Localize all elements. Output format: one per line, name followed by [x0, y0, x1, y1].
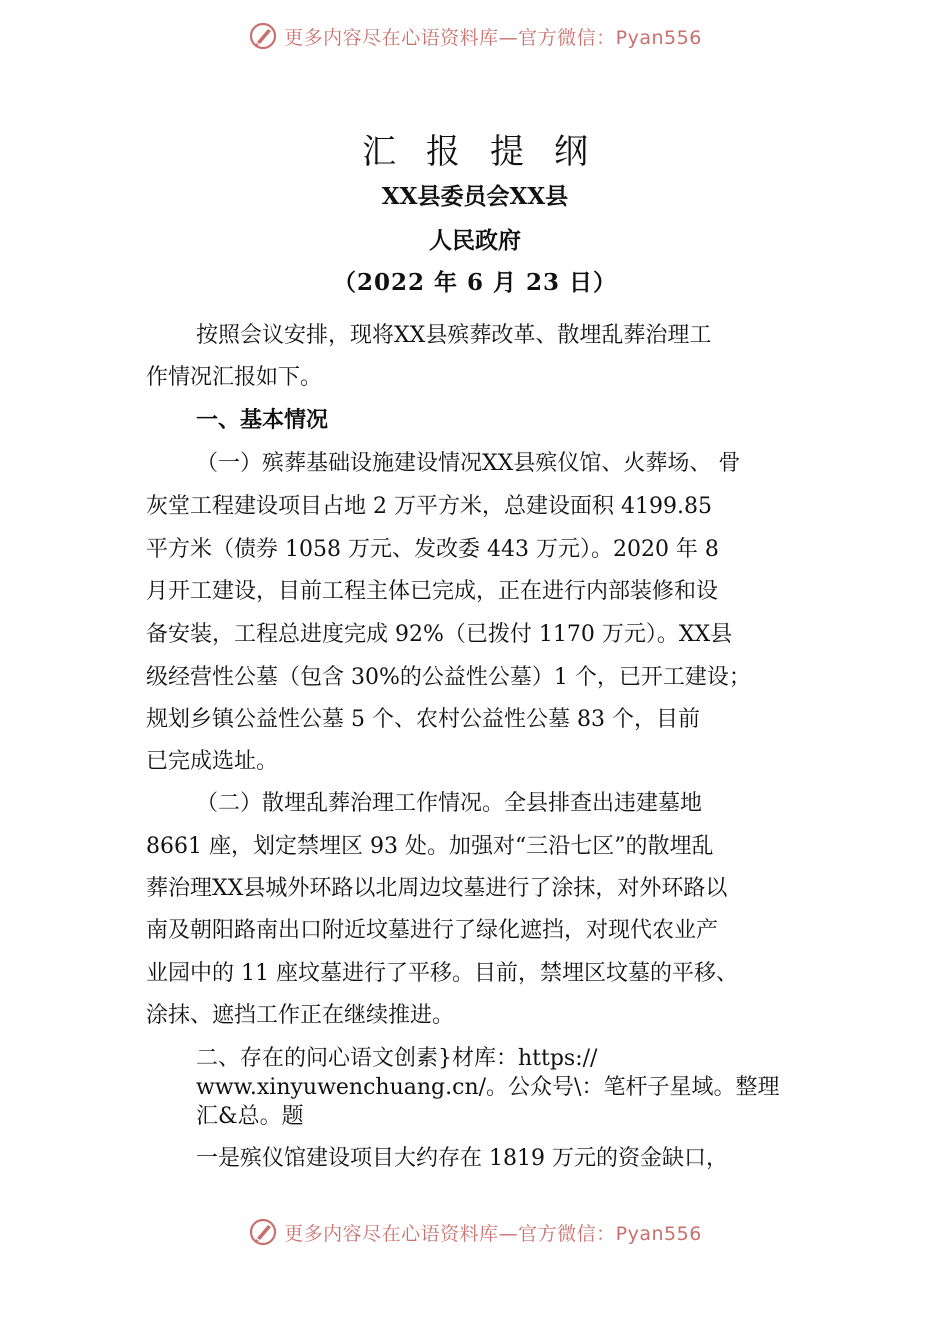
section-heading: 一、基本情况 — [196, 407, 329, 433]
watermark-text: 更多内容尽在心语资料库—官方微信：Pyan556 — [284, 26, 702, 49]
body-line: www.xinyuwenchuang.cn/。公众号\：笔杆子星域。整理 — [196, 1075, 780, 1100]
org-line-2: 人民政府 — [429, 227, 521, 254]
brush-logo-icon — [248, 21, 278, 51]
watermark-text: 更多内容尽在心语资料库—官方微信：Pyan556 — [284, 1222, 702, 1245]
body-line: 级经营性公墓（包含 30%的公益性公墓）1 个，已开工建设； — [146, 665, 751, 690]
body-line: 南及朝阳路南出口附近坟墓进行了绿化遮挡，对现代农业产 — [146, 918, 719, 943]
watermark-bottom — [0, 1212, 950, 1252]
body-line: （一）殡葬基础设施建设情况XX县殡仪馆、火葬场、 骨 — [196, 451, 741, 476]
body-line: 平方米（债券 1058 万元、发改委 443 万元）。2020 年 8 — [146, 537, 719, 562]
org-line-1: XX县委员会XX县 — [381, 183, 569, 210]
document-date: （2022 年 6 月 23 日） — [332, 269, 618, 296]
body-line: 二、存在的问心语文创素}材库：https:// — [196, 1046, 598, 1071]
body-line: 一是殡仪馆建设项目大约存在 1819 万元的资金缺口， — [196, 1146, 728, 1171]
document-title: 汇报提纲 — [362, 132, 618, 172]
body-line: 月开工建设，目前工程主体已完成，正在进行内部装修和设 — [146, 579, 719, 604]
body-line: 作情况汇报如下。 — [146, 365, 323, 390]
body-line: 灰堂工程建设项目占地 2 万平方米，总建设面积 4199.85 — [146, 494, 712, 519]
body-line: 汇&总。题 — [196, 1104, 304, 1129]
watermark-top — [0, 16, 950, 56]
body-line: 业园中的 11 座坟墓进行了平移。目前，禁埋区坟墓的平移、 — [146, 961, 738, 986]
body-line: 规划乡镇公益性公墓 5 个、农村公益性公墓 83 个，目前 — [146, 707, 700, 732]
body-line: 葬治理XX县城外环路以北周边坟墓进行了涂抹，对外环路以 — [146, 876, 728, 901]
body-line: 按照会议安排，现将XX县殡葬改革、散埋乱葬治理工 — [196, 323, 712, 348]
body-line: 8661 座，划定禁埋区 93 处。加强对“三沿七区”的散埋乱 — [146, 834, 714, 859]
body-line: 涂抹、遮挡工作正在继续推进。 — [146, 1003, 455, 1028]
brush-logo-icon — [248, 1217, 278, 1247]
body-line: 已完成选址。 — [146, 749, 279, 774]
body-line: 备安装，工程总进度完成 92%（已拨付 1170 万元）。XX县 — [146, 622, 733, 647]
body-line: （二）散埋乱葬治理工作情况。全县排查出违建墓地 — [196, 791, 703, 816]
